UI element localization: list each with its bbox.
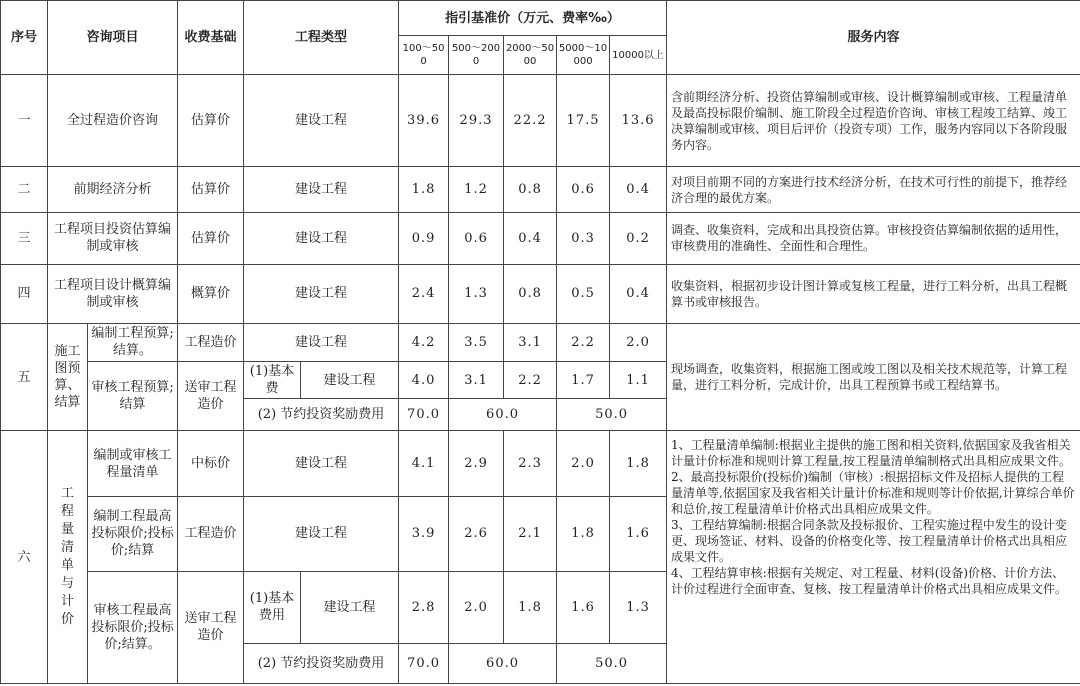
header-type: 工程类型 [244,1,399,75]
row-value: 1.8 [504,571,557,643]
row-basis: 估算价 [178,212,244,264]
group-char: 工 [60,486,74,502]
row-service: 调查、收集资料，完成和出具投资估算。审核投资估算编制依据的适用性，审核费用的准确性、全面性和合理性。 [667,212,1080,264]
row-type: 建设工程 [244,264,399,323]
row-value: 4.2 [399,323,449,361]
row-type: 建设工程 [301,362,399,399]
row-value: 0.6 [449,212,504,264]
row-value: 2.4 [399,264,449,323]
group-char: 计 [60,594,74,610]
table-row [1,264,1080,323]
header-price-group: 指引基准价（万元、费率‰） [399,1,667,36]
row-value: 0.8 [504,264,557,323]
row-value: 2.1 [504,497,557,571]
row-value: 3.1 [504,323,557,361]
row-value: 0.3 [557,212,610,264]
row-type: 建设工程 [244,167,399,212]
row-service: 现场调查，收集资料，根据施工图或竣工图以及相关技术规范等，计算工程量，进行工料分析，完成计价，出具工程预算书或工程结算书。 [667,323,1080,430]
table-row [1,75,1080,167]
row-no: 六 [1,431,48,684]
row-item: 全过程造价咨询 [48,75,178,167]
row-no: 四 [1,264,48,323]
group-char: 清 [60,540,74,556]
row-item: 编制工程最高投标限价;投标价;结算 [88,497,178,571]
row-value: 13.6 [610,75,667,167]
row-group [48,431,88,684]
row-no: 三 [1,212,48,264]
row-value: 2.2 [557,323,610,361]
row-basis: 送审工程造价 [178,571,244,683]
row-service: 收集资料，根据初步设计图计算或复核工程量，进行工料分析，出具工程概算书或审核报告。 [667,264,1080,323]
row-value: 2.2 [504,362,557,399]
row-basis: 估算价 [178,75,244,167]
row-value: 1.6 [557,571,610,643]
group-char: 价 [60,612,74,628]
row-value: 3.1 [449,362,504,399]
row-value: 0.4 [610,264,667,323]
row-basis: 中标价 [178,431,244,497]
row-service: 含前期经济分析、投资估算编制或审核、设计概算编制或审核、工程量清单及最高投标限价编制、施工阶段全过程造价咨询、审核工程竣工结算、竣工决算编制或审核、项目后评价（投资专项）工作，服务内容同以下各阶段服务内容。 [667,75,1080,167]
row-value: 1.8 [557,497,610,571]
row-value: 60.0 [449,643,557,683]
row-basis: 工程造价 [178,323,244,361]
row-value: 2.0 [610,323,667,361]
row-type: 建设工程 [244,497,399,571]
row-group: 施工图预算、结算 [48,323,88,430]
header-no: 序号 [1,1,48,75]
header-range-3: 2000～5000 [504,36,557,75]
row-value: 50.0 [557,399,667,431]
header-row [1,1,1080,36]
header-range-5: 10000以上 [610,36,667,75]
row-basic-fee: (1)基本费 [244,362,301,399]
row-item: 编制或审核工程量清单 [88,431,178,497]
row-item: 审核工程最高投标限价;投标价;结算。 [88,571,178,683]
row-value: 2.0 [449,571,504,643]
row-value: 1.3 [610,571,667,643]
row-basic-fee: (1)基本费用 [244,571,301,643]
row-type: 建设工程 [244,212,399,264]
row-value: 2.6 [449,497,504,571]
row-item: 工程项目投资估算编制或审核 [48,212,178,264]
row-value: 0.9 [399,212,449,264]
row-value: 0.5 [557,264,610,323]
row-item: 审核工程预算;结算 [88,362,178,431]
row-value: 0.6 [557,167,610,212]
header-item: 咨询项目 [48,1,178,75]
row-value: 4.1 [399,431,449,497]
row-value: 0.4 [504,212,557,264]
row-no: 二 [1,167,48,212]
row-value: 29.3 [449,75,504,167]
row-item: 前期经济分析 [48,167,178,212]
row-value: 1.2 [449,167,504,212]
row-value: 17.5 [557,75,610,167]
row-item: 编制工程预算;结算。 [88,323,178,361]
row-value: 1.6 [610,497,667,571]
row-saving-fee: (2) 节约投资奖励费用 [244,643,399,683]
header-range-2: 500～2000 [449,36,504,75]
row-service: 对项目前期不同的方案进行技术经济分析，在技术可行性的前提下，推荐经济合理的最优方案。 [667,167,1080,212]
row-value: 1.7 [557,362,610,399]
group-char: 单 [60,558,74,574]
row-value: 4.0 [399,362,449,399]
row-type: 建设工程 [244,75,399,167]
row-value: 2.0 [557,431,610,497]
header-range-1: 100～500 [399,36,449,75]
row-value: 50.0 [557,643,667,683]
row-value: 2.8 [399,571,449,643]
row-value: 1.8 [399,167,449,212]
row-value: 0.4 [610,167,667,212]
group-char: 与 [60,576,74,592]
row-no: 五 [1,323,48,430]
table-row [1,167,1080,212]
row-value: 1.8 [610,431,667,497]
row-basis: 工程造价 [178,497,244,571]
header-basis: 收费基础 [178,1,244,75]
row-value: 1.3 [449,264,504,323]
row-type: 建设工程 [244,431,399,497]
row-value: 0.8 [504,167,557,212]
header-service: 服务内容 [667,1,1080,75]
group-char: 量 [60,522,74,538]
row-type: 建设工程 [301,571,399,643]
row-value: 39.6 [399,75,449,167]
row-type: 建设工程 [244,323,399,361]
header-range-4: 5000～10000 [557,36,610,75]
row-service: 1、工程量清单编制:根据业主提供的施工图和相关资料,依据国家及我省相关计量计价标准和规则计算工程量,按工程量清单编制格式出具相应成果文件。 2、最高投标限价(投标价)编制（审核）:根据招标文件及招标人提供的工程量清单等,依据国家及我省相关计量计价标准和规则等计价依据,计算综合单价和总价,按工程量清单计价格式出具相应成果文件。 3、工程结算编制:根据合同条款及投标报价、工程实施过程中发生的设计变更、现场签证、材料、设备的价格变化等、按工程量清单计价格式出具相应成果文件。 4、工程结算审核:根据有关规定、对工程量、材料(设备)价格、计价方法、计价过程进行全面审查、复核、按工程量清单计价格式出具相应成果文件。 [667,431,1080,684]
row-value: 70.0 [399,643,449,683]
row-saving-fee: (2) 节约投资奖励费用 [244,399,399,431]
table-row [1,431,1080,497]
row-value: 0.2 [610,212,667,264]
row-value: 2.3 [504,431,557,497]
table-row [1,323,1080,361]
row-value: 1.1 [610,362,667,399]
row-no: 一 [1,75,48,167]
row-value: 3.5 [449,323,504,361]
row-basis: 概算价 [178,264,244,323]
row-basis: 送审工程造价 [178,362,244,431]
row-value: 2.9 [449,431,504,497]
row-value: 70.0 [399,399,449,431]
row-value: 22.2 [504,75,557,167]
table-row [1,212,1080,264]
row-item: 工程项目设计概算编制或审核 [48,264,178,323]
row-value: 3.9 [399,497,449,571]
row-basis: 估算价 [178,167,244,212]
row-value: 60.0 [449,399,557,431]
group-char: 程 [60,504,74,520]
